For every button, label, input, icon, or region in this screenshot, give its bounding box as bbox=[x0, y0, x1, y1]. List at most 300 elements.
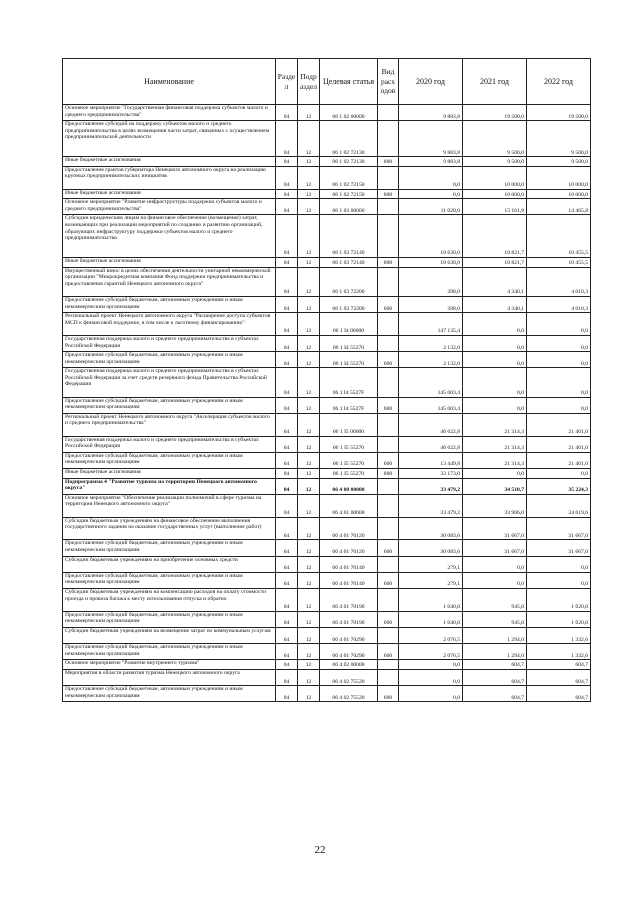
row-2020: 0,0 bbox=[399, 686, 463, 702]
row-section: 04 bbox=[276, 199, 298, 215]
table-row bbox=[63, 352, 591, 368]
row-expense-type bbox=[378, 494, 399, 517]
row-target: 06 1 I5 55270 bbox=[320, 452, 378, 468]
row-name: Иные бюджетные ассигнования bbox=[63, 257, 276, 267]
row-subsection: 12 bbox=[298, 199, 320, 215]
row-expense-type bbox=[378, 588, 399, 611]
row-target: 06 1 02 72150 bbox=[320, 166, 378, 189]
row-expense-type bbox=[378, 199, 399, 215]
row-name: Мероприятия в области развития туризма Ненецкого автономного округа bbox=[63, 669, 276, 685]
row-target: 06 1 I5 55270 bbox=[320, 469, 378, 479]
row-2022: 21 401,0 bbox=[527, 452, 591, 468]
row-expense-type bbox=[378, 105, 399, 121]
row-expense-type: 600 bbox=[378, 397, 399, 413]
row-target: 06 1 03 72140 bbox=[320, 257, 378, 267]
row-2021: 15 161,8 bbox=[463, 199, 527, 215]
row-section: 04 bbox=[276, 611, 298, 627]
row-section: 04 bbox=[276, 397, 298, 413]
row-2021: 31 667,0 bbox=[463, 540, 527, 556]
row-2020: 13 449,8 bbox=[399, 452, 463, 468]
row-2020: 11 028,0 bbox=[399, 199, 463, 215]
row-subsection: 12 bbox=[298, 669, 320, 685]
row-section: 04 bbox=[276, 469, 298, 479]
row-subsection: 12 bbox=[298, 335, 320, 351]
table-row bbox=[63, 660, 591, 670]
row-expense-type: 800 bbox=[378, 469, 399, 479]
row-2021: 0,0 bbox=[463, 352, 527, 368]
header-expense-type: Вид расх одов bbox=[378, 59, 399, 105]
row-2021: 604,7 bbox=[463, 669, 527, 685]
table-row bbox=[63, 627, 591, 643]
row-2020: 145 003,4 bbox=[399, 397, 463, 413]
row-section: 04 bbox=[276, 121, 298, 157]
row-section: 04 bbox=[276, 267, 298, 296]
table-row bbox=[63, 157, 591, 167]
row-target: 06 4 02 00000 bbox=[320, 660, 378, 670]
row-2022: 0,0 bbox=[527, 572, 591, 588]
table-row bbox=[63, 257, 591, 267]
row-target: 06 4 01 70120 bbox=[320, 517, 378, 540]
row-target: 06 1 02 00000 bbox=[320, 105, 378, 121]
row-subsection: 12 bbox=[298, 257, 320, 267]
row-section: 04 bbox=[276, 189, 298, 199]
row-target: 06 1 I4 55270 bbox=[320, 335, 378, 351]
row-name: Государственная поддержка малого и среднего предпринимательства в субъектах Российской Федерации за счет средств резервного фонда Правительства Российской Федерации bbox=[63, 368, 276, 397]
row-subsection: 12 bbox=[298, 469, 320, 479]
table-row bbox=[63, 105, 591, 121]
row-2020: 10 630,0 bbox=[399, 215, 463, 258]
row-name: Иные бюджетные ассигнования bbox=[63, 157, 276, 167]
row-2021: 10 821,7 bbox=[463, 215, 527, 258]
row-name: Подпрограмма 4 "Развитие туризма на территории Ненецкого автономного округа" bbox=[63, 478, 276, 494]
row-name: Предоставление субсидий бюджетным, автономным учреждениям и иным некоммерческим организациям bbox=[63, 452, 276, 468]
row-2020: 279,1 bbox=[399, 556, 463, 572]
row-subsection: 12 bbox=[298, 588, 320, 611]
table-row bbox=[63, 215, 591, 258]
row-section: 04 bbox=[276, 644, 298, 660]
row-target: 06 1 03 72200 bbox=[320, 296, 378, 312]
row-name: Предоставление субсидий бюджетным, автономным учреждениям и иным некоммерческим организациям bbox=[63, 540, 276, 556]
row-subsection: 12 bbox=[298, 267, 320, 296]
table-row bbox=[63, 166, 591, 189]
row-2021: 604,7 bbox=[463, 686, 527, 702]
row-expense-type bbox=[378, 517, 399, 540]
row-2020: 398,0 bbox=[399, 296, 463, 312]
table-row bbox=[63, 436, 591, 452]
row-target: 06 1 I5 00000 bbox=[320, 413, 378, 436]
row-name: Имущественный взнос в целях обеспечения деятельности унитарной некоммерческой организации "Микрокредитная компания Фонд поддержки предпринимательства и предоставления гарантий Ненецкого автономного округа" bbox=[63, 267, 276, 296]
row-section: 04 bbox=[276, 660, 298, 670]
row-subsection: 12 bbox=[298, 540, 320, 556]
header-subsection: Подр аздел bbox=[298, 59, 320, 105]
row-target: 06 1 I4 5527F bbox=[320, 368, 378, 397]
row-2021: 945,0 bbox=[463, 588, 527, 611]
row-expense-type bbox=[378, 368, 399, 397]
row-2020: 46 622,8 bbox=[399, 413, 463, 436]
row-section: 04 bbox=[276, 166, 298, 189]
row-section: 04 bbox=[276, 494, 298, 517]
row-target: 06 1 02 72130 bbox=[320, 157, 378, 167]
row-target: 06 4 01 70190 bbox=[320, 611, 378, 627]
row-2022: 19 500,0 bbox=[527, 105, 591, 121]
row-2021: 10 000,0 bbox=[463, 166, 527, 189]
row-expense-type: 800 bbox=[378, 257, 399, 267]
row-2022: 1 332,6 bbox=[527, 627, 591, 643]
row-2020: 398,0 bbox=[399, 267, 463, 296]
row-section: 04 bbox=[276, 478, 298, 494]
row-section: 04 bbox=[276, 436, 298, 452]
row-expense-type bbox=[378, 335, 399, 351]
row-name: Основное мероприятие "Государственная финансовая поддержка субъектов малого и среднего предпринимательства" bbox=[63, 105, 276, 121]
row-2021: 19 500,0 bbox=[463, 105, 527, 121]
row-expense-type bbox=[378, 267, 399, 296]
row-2021: 10 821,7 bbox=[463, 257, 527, 267]
row-target: 06 4 01 70140 bbox=[320, 572, 378, 588]
row-2022: 0,0 bbox=[527, 397, 591, 413]
row-subsection: 12 bbox=[298, 397, 320, 413]
row-2022: 1 332,6 bbox=[527, 644, 591, 660]
row-2020: 0,0 bbox=[399, 166, 463, 189]
table-row bbox=[63, 611, 591, 627]
row-2020: 30 083,6 bbox=[399, 517, 463, 540]
page-number: 22 bbox=[314, 844, 326, 856]
table-row bbox=[63, 189, 591, 199]
row-section: 04 bbox=[276, 215, 298, 258]
row-subsection: 12 bbox=[298, 517, 320, 540]
row-expense-type: 600 bbox=[378, 352, 399, 368]
row-target: 06 4 00 00000 bbox=[320, 478, 378, 494]
row-name: Субсидии бюджетным учреждениям на компенсацию расходов на оплату стоимости проезда и провоза багажа к месту использования отпуска и обратно bbox=[63, 588, 276, 611]
row-subsection: 12 bbox=[298, 121, 320, 157]
row-section: 04 bbox=[276, 157, 298, 167]
row-subsection: 12 bbox=[298, 189, 320, 199]
row-subsection: 12 bbox=[298, 494, 320, 517]
row-name: Субсидии юридическим лицам на финансовое обеспечение (возмещение) затрат, возникающих при реализации мероприятий по созданию и развитию организаций, образующих инфраструктуру поддержки субъектов малого и среднего предпринимательства bbox=[63, 215, 276, 258]
row-2020: 9 883,8 bbox=[399, 105, 463, 121]
table-row bbox=[63, 556, 591, 572]
header-section: Разде л bbox=[276, 59, 298, 105]
row-expense-type bbox=[378, 660, 399, 670]
row-2020: 46 622,8 bbox=[399, 436, 463, 452]
table-row bbox=[63, 644, 591, 660]
row-2022: 9 500,0 bbox=[527, 121, 591, 157]
row-2020: 10 630,0 bbox=[399, 257, 463, 267]
row-section: 04 bbox=[276, 413, 298, 436]
table-row bbox=[63, 313, 591, 336]
table-row bbox=[63, 335, 591, 351]
row-2021: 0,0 bbox=[463, 397, 527, 413]
row-2022: 21 401,0 bbox=[527, 413, 591, 436]
row-expense-type bbox=[378, 669, 399, 685]
table-row bbox=[63, 517, 591, 540]
row-expense-type bbox=[378, 166, 399, 189]
row-subsection: 12 bbox=[298, 478, 320, 494]
row-2022: 21 401,0 bbox=[527, 436, 591, 452]
row-name: Предоставление грантов губернатора Ненецкого автономного округа на реализацию крупных предпринимательских инициатив bbox=[63, 166, 276, 189]
row-2022: 31 667,0 bbox=[527, 517, 591, 540]
row-2020: 33 479,2 bbox=[399, 494, 463, 517]
row-target: 06 1 I4 55270 bbox=[320, 352, 378, 368]
row-subsection: 12 bbox=[298, 368, 320, 397]
row-target: 06 1 I4 5527F bbox=[320, 397, 378, 413]
row-expense-type bbox=[378, 436, 399, 452]
row-subsection: 12 bbox=[298, 352, 320, 368]
row-name: Субсидии бюджетным учреждениям на приобретение основных средств bbox=[63, 556, 276, 572]
row-name: Предоставление субсидий бюджетным, автономным учреждениям и иным некоммерческим организациям bbox=[63, 644, 276, 660]
row-2021: 33 906,0 bbox=[463, 494, 527, 517]
row-expense-type bbox=[378, 627, 399, 643]
row-section: 04 bbox=[276, 257, 298, 267]
row-name: Предоставление субсидий бюджетным, автономным учреждениям и иным некоммерческим организациям bbox=[63, 572, 276, 588]
row-2020: 9 883,8 bbox=[399, 121, 463, 157]
row-section: 04 bbox=[276, 627, 298, 643]
row-2020: 30 083,6 bbox=[399, 540, 463, 556]
table-body bbox=[63, 105, 591, 702]
row-target: 06 1 03 00000 bbox=[320, 199, 378, 215]
row-subsection: 12 bbox=[298, 215, 320, 258]
table-row bbox=[63, 267, 591, 296]
row-2020: 1 040,0 bbox=[399, 588, 463, 611]
row-2021: 0,0 bbox=[463, 368, 527, 397]
row-subsection: 12 bbox=[298, 452, 320, 468]
row-subsection: 12 bbox=[298, 644, 320, 660]
row-name: Субсидии бюджетным учреждениям на возмещение затрат по коммунальным услугам bbox=[63, 627, 276, 643]
row-2021: 1 294,0 bbox=[463, 627, 527, 643]
row-2022: 4 010,3 bbox=[527, 267, 591, 296]
budget-table bbox=[62, 58, 591, 702]
row-2022: 35 224,3 bbox=[527, 478, 591, 494]
row-expense-type bbox=[378, 478, 399, 494]
row-2022: 0,0 bbox=[527, 352, 591, 368]
row-2021: 604,7 bbox=[463, 660, 527, 670]
row-2022: 0,0 bbox=[527, 313, 591, 336]
row-2021: 4 340,1 bbox=[463, 267, 527, 296]
header-2021: 2021 год bbox=[463, 59, 527, 105]
row-2020: 279,1 bbox=[399, 572, 463, 588]
row-name: Предоставление субсидий бюджетным, автономным учреждениям и иным некоммерческим организациям bbox=[63, 397, 276, 413]
row-2021: 4 340,1 bbox=[463, 296, 527, 312]
row-section: 04 bbox=[276, 296, 298, 312]
row-2021: 0,0 bbox=[463, 469, 527, 479]
row-expense-type: 600 bbox=[378, 296, 399, 312]
table-row bbox=[63, 478, 591, 494]
row-2022: 9 500,0 bbox=[527, 157, 591, 167]
table-header-row bbox=[63, 59, 591, 105]
row-subsection: 12 bbox=[298, 105, 320, 121]
row-2021: 9 500,0 bbox=[463, 121, 527, 157]
row-2022: 0,0 bbox=[527, 335, 591, 351]
row-name: Основное мероприятие "Развитие внутреннего туризма" bbox=[63, 660, 276, 670]
row-subsection: 12 bbox=[298, 686, 320, 702]
row-2021: 21 314,3 bbox=[463, 413, 527, 436]
row-name: Субсидии бюджетным учреждениям на финансовое обеспечение выполнения государственного задания на оказание государственных услуг (выполнение работ) bbox=[63, 517, 276, 540]
row-target: 06 1 02 72130 bbox=[320, 121, 378, 157]
row-2022: 1 620,0 bbox=[527, 588, 591, 611]
row-2021: 31 667,0 bbox=[463, 517, 527, 540]
row-subsection: 12 bbox=[298, 166, 320, 189]
row-section: 04 bbox=[276, 352, 298, 368]
table-row bbox=[63, 572, 591, 588]
row-2022: 4 010,3 bbox=[527, 296, 591, 312]
row-subsection: 12 bbox=[298, 660, 320, 670]
row-2022: 10 000,0 bbox=[527, 166, 591, 189]
row-section: 04 bbox=[276, 368, 298, 397]
row-2022: 1 620,0 bbox=[527, 611, 591, 627]
row-subsection: 12 bbox=[298, 556, 320, 572]
row-expense-type: 600 bbox=[378, 644, 399, 660]
row-expense-type bbox=[378, 313, 399, 336]
row-2022: 0,0 bbox=[527, 469, 591, 479]
row-2020: 33 173,0 bbox=[399, 469, 463, 479]
row-2021: 1 294,0 bbox=[463, 644, 527, 660]
table-row bbox=[63, 413, 591, 436]
row-target: 06 4 02 75520 bbox=[320, 686, 378, 702]
document-page bbox=[62, 58, 590, 702]
table-row bbox=[63, 469, 591, 479]
row-subsection: 12 bbox=[298, 627, 320, 643]
row-name: Иные бюджетные ассигнования bbox=[63, 189, 276, 199]
row-target: 06 4 01 70290 bbox=[320, 644, 378, 660]
table-row bbox=[63, 296, 591, 312]
row-2022: 604,7 bbox=[527, 669, 591, 685]
row-expense-type: 600 bbox=[378, 572, 399, 588]
row-2022: 31 667,0 bbox=[527, 540, 591, 556]
row-2022: 14 465,8 bbox=[527, 199, 591, 215]
row-section: 04 bbox=[276, 556, 298, 572]
row-target: 06 4 01 70190 bbox=[320, 588, 378, 611]
row-section: 04 bbox=[276, 452, 298, 468]
row-2022: 0,0 bbox=[527, 556, 591, 572]
row-expense-type: 800 bbox=[378, 157, 399, 167]
table-row bbox=[63, 669, 591, 685]
row-name: Государственная поддержка малого и среднего предпринимательства в субъектах Российской Федерации bbox=[63, 335, 276, 351]
row-2021: 0,0 bbox=[463, 313, 527, 336]
row-target: 06 4 01 00000 bbox=[320, 494, 378, 517]
row-2020: 0,0 bbox=[399, 660, 463, 670]
row-name: Предоставление субсидий бюджетным, автономным учреждениям и иным некоммерческим организациям bbox=[63, 686, 276, 702]
row-name: Региональный проект Ненецкого автономного округа "Акселерация субъектов малого и среднего предпринимательства" bbox=[63, 413, 276, 436]
row-subsection: 12 bbox=[298, 157, 320, 167]
row-section: 04 bbox=[276, 335, 298, 351]
row-2020: 1 040,0 bbox=[399, 611, 463, 627]
row-name: Предоставление субсидий бюджетным, автономным учреждениям и иным некоммерческим организациям bbox=[63, 296, 276, 312]
row-2022: 604,7 bbox=[527, 686, 591, 702]
row-name: Предоставление субсидий бюджетным, автономным учреждениям и иным некоммерческим организациям bbox=[63, 611, 276, 627]
row-2021: 0,0 bbox=[463, 335, 527, 351]
row-section: 04 bbox=[276, 588, 298, 611]
table-row bbox=[63, 686, 591, 702]
table-row bbox=[63, 540, 591, 556]
row-expense-type: 600 bbox=[378, 452, 399, 468]
row-section: 04 bbox=[276, 313, 298, 336]
row-2021: 0,0 bbox=[463, 572, 527, 588]
header-target: Целевая статья bbox=[320, 59, 378, 105]
row-2021: 21 314,3 bbox=[463, 452, 527, 468]
table-row bbox=[63, 588, 591, 611]
table-row bbox=[63, 121, 591, 157]
row-name: Предоставление субсидий на поддержку субъектов малого и среднего предпринимательства в целях возмещения части затрат, связанных с осуществлением предпринимательской деятельности bbox=[63, 121, 276, 157]
table-row bbox=[63, 397, 591, 413]
row-section: 04 bbox=[276, 669, 298, 685]
row-subsection: 12 bbox=[298, 436, 320, 452]
row-target: 06 4 01 70140 bbox=[320, 556, 378, 572]
row-section: 04 bbox=[276, 540, 298, 556]
row-subsection: 12 bbox=[298, 413, 320, 436]
row-2020: 2 132,0 bbox=[399, 352, 463, 368]
row-expense-type: 600 bbox=[378, 686, 399, 702]
row-expense-type bbox=[378, 121, 399, 157]
row-target: 06 4 02 75520 bbox=[320, 669, 378, 685]
row-2020: 2 076,5 bbox=[399, 644, 463, 660]
row-expense-type bbox=[378, 556, 399, 572]
row-2021: 10 000,0 bbox=[463, 189, 527, 199]
row-2020: 0,0 bbox=[399, 669, 463, 685]
row-2021: 945,0 bbox=[463, 611, 527, 627]
row-2020: 2 132,0 bbox=[399, 335, 463, 351]
row-name: Региональный проект Ненецкого автономного округа "Расширение доступа субъектов МСП к финансовой поддержке, в том числе к льготному финансированию" bbox=[63, 313, 276, 336]
row-2020: 0,0 bbox=[399, 189, 463, 199]
table-row bbox=[63, 452, 591, 468]
row-expense-type: 600 bbox=[378, 611, 399, 627]
row-target: 06 1 I5 55270 bbox=[320, 436, 378, 452]
row-name: Основное мероприятие "Обеспечение реализации полномочий в сфере туризма на территории Ненецкого автономного округа" bbox=[63, 494, 276, 517]
row-2022: 10 000,0 bbox=[527, 189, 591, 199]
row-section: 04 bbox=[276, 572, 298, 588]
row-2020: 145 003,4 bbox=[399, 368, 463, 397]
table-row bbox=[63, 368, 591, 397]
row-2021: 9 500,0 bbox=[463, 157, 527, 167]
row-2020: 9 883,8 bbox=[399, 157, 463, 167]
row-target: 06 4 01 70290 bbox=[320, 627, 378, 643]
row-2021: 0,0 bbox=[463, 556, 527, 572]
row-2021: 21 314,3 bbox=[463, 436, 527, 452]
row-expense-type bbox=[378, 215, 399, 258]
row-2020: 2 076,5 bbox=[399, 627, 463, 643]
row-2020: 147 135,4 bbox=[399, 313, 463, 336]
table-row bbox=[63, 199, 591, 215]
row-2022: 10 455,5 bbox=[527, 215, 591, 258]
header-2022: 2022 год bbox=[527, 59, 591, 105]
row-section: 04 bbox=[276, 686, 298, 702]
row-2022: 0,0 bbox=[527, 368, 591, 397]
row-target: 06 1 02 72150 bbox=[320, 189, 378, 199]
row-section: 04 bbox=[276, 517, 298, 540]
row-target: 06 1 03 72200 bbox=[320, 267, 378, 296]
row-section: 04 bbox=[276, 105, 298, 121]
row-target: 06 4 01 70120 bbox=[320, 540, 378, 556]
row-expense-type: 800 bbox=[378, 189, 399, 199]
row-2022: 34 619,6 bbox=[527, 494, 591, 517]
row-expense-type bbox=[378, 413, 399, 436]
row-target: 06 1 03 72140 bbox=[320, 215, 378, 258]
row-expense-type: 600 bbox=[378, 540, 399, 556]
row-name: Предоставление субсидий бюджетным, автономным учреждениям и иным некоммерческим организациям bbox=[63, 352, 276, 368]
row-name: Государственная поддержка малого и среднего предпринимательства в субъектах Российской Федерации bbox=[63, 436, 276, 452]
row-subsection: 12 bbox=[298, 572, 320, 588]
row-target: 06 1 I4 00000 bbox=[320, 313, 378, 336]
row-subsection: 12 bbox=[298, 313, 320, 336]
row-subsection: 12 bbox=[298, 611, 320, 627]
table-row bbox=[63, 494, 591, 517]
row-2020: 33 479,2 bbox=[399, 478, 463, 494]
row-2021: 34 510,7 bbox=[463, 478, 527, 494]
row-subsection: 12 bbox=[298, 296, 320, 312]
row-2022: 10 455,5 bbox=[527, 257, 591, 267]
row-name: Основное мероприятие "Развитие инфраструктуры поддержки субъектов малого и среднего предпринимательства" bbox=[63, 199, 276, 215]
header-name: Наименование bbox=[63, 59, 276, 105]
row-name: Иные бюджетные ассигнования bbox=[63, 469, 276, 479]
row-2022: 604,7 bbox=[527, 660, 591, 670]
